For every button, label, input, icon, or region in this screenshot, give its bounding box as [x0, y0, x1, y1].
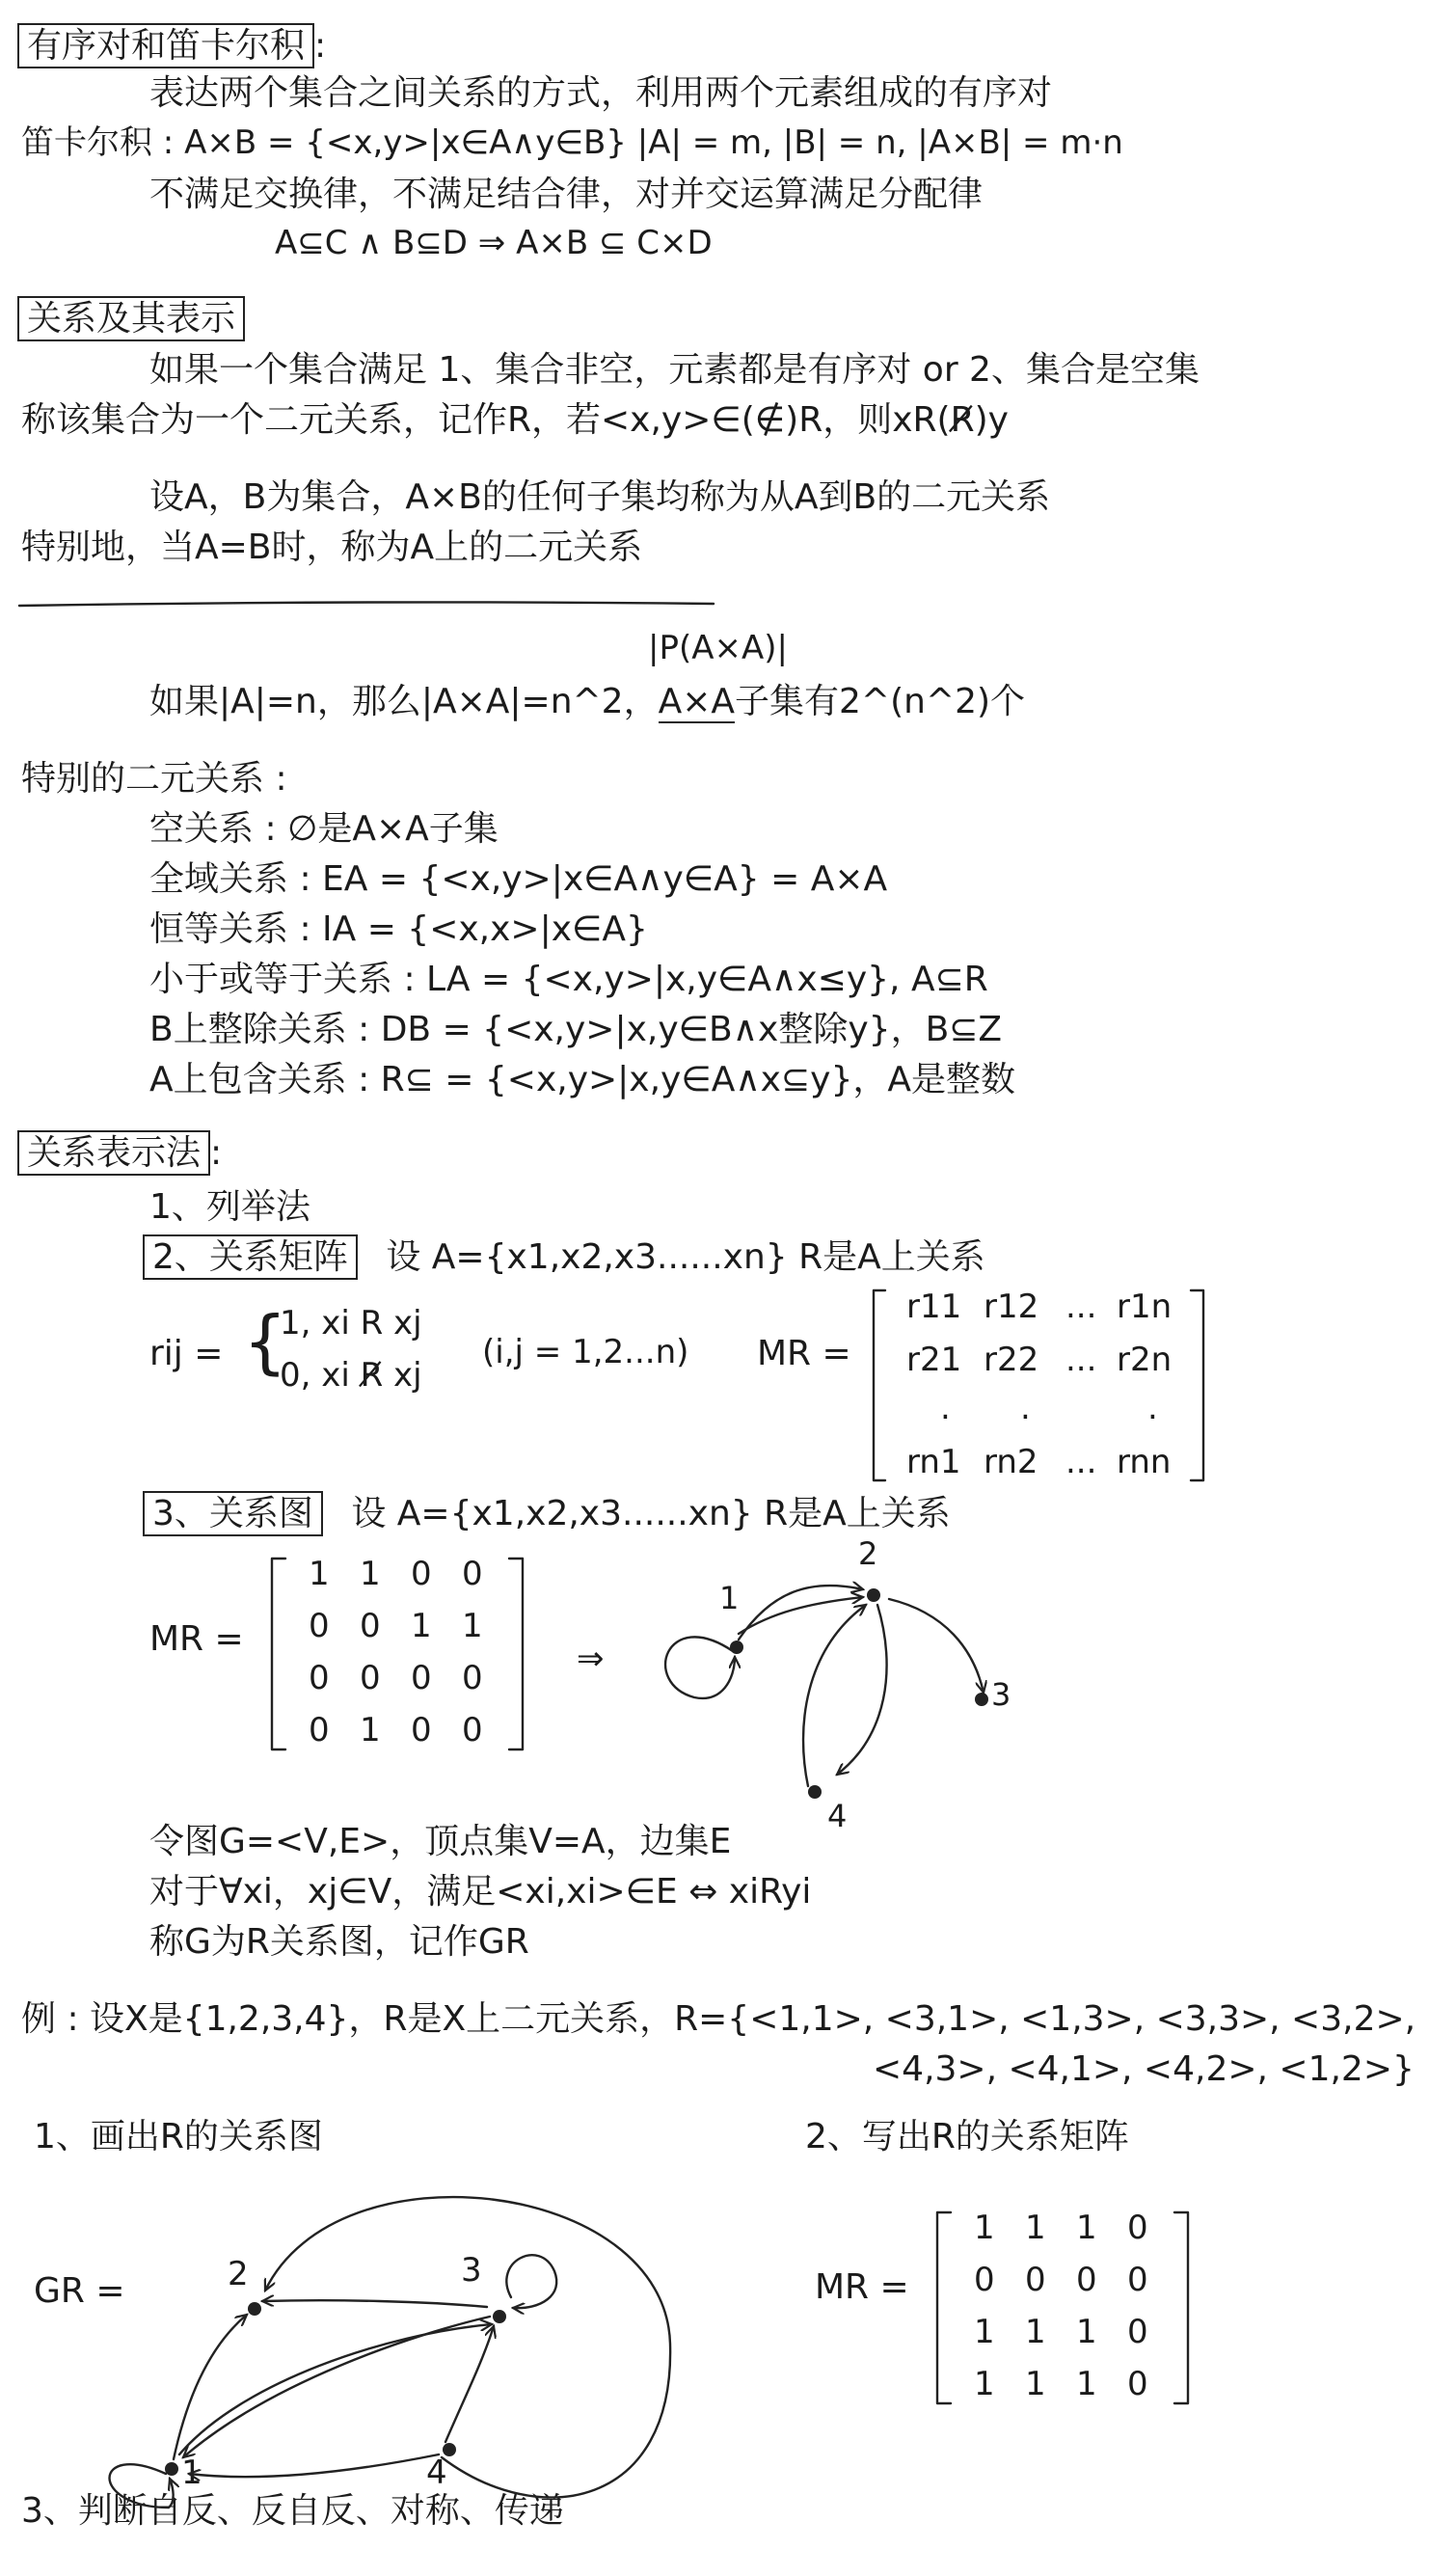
matrix-cell: 0: [974, 2261, 995, 2299]
matrix-cell: 0: [1025, 2261, 1046, 2299]
matrix-cell: 1: [1025, 2313, 1046, 2351]
matrix-cell: 1: [1076, 2209, 1097, 2247]
matrix-cell: 0: [1127, 2365, 1148, 2403]
graph-edge: [174, 2315, 247, 2459]
matrix-cell: ...: [1065, 1341, 1097, 1379]
graph-edge: [803, 1605, 866, 1786]
matrix-cell: 1: [462, 1607, 483, 1645]
graph-edge: [739, 1586, 863, 1640]
graph-edge: [889, 1599, 984, 1693]
matrix-cell: 0: [411, 1659, 432, 1697]
graph-edge: [179, 2324, 492, 2454]
cartesian-def: 笛卡尔积 : A×B = {<x,y>|x∈A∧y∈B} |A| = m, |B| = n, |A×B| = m·n: [21, 123, 1123, 162]
matrix-cell: 0: [309, 1607, 330, 1645]
ordered-pair-desc: 表达两个集合之间关系的方式，利用两个元素组成的有序对: [149, 73, 1053, 113]
graph-edge: [445, 2326, 494, 2442]
matrix-cell: 1: [360, 1555, 381, 1593]
matrix-bracket-right: [1174, 2212, 1188, 2403]
method-box: 3、关系图: [143, 1491, 323, 1536]
matrix-cell: r21: [906, 1341, 962, 1379]
special-relation-item: 空关系 : ∅是A×A子集: [149, 809, 499, 849]
mr-label-2: MR =: [815, 2267, 909, 2307]
matrix-cell: 1: [974, 2209, 995, 2247]
implies-arrow-icon: ⇒: [577, 1640, 605, 1678]
matrix-cell: 1: [309, 1555, 330, 1593]
graph-node: [493, 2310, 506, 2323]
matrix-cell: r2n: [1117, 1341, 1173, 1379]
graph-edge: [262, 2300, 487, 2307]
graph-node-label: 2: [228, 2255, 249, 2293]
matrix-cell: .: [1147, 1389, 1158, 1427]
matrix-bracket-left: [272, 1559, 285, 1749]
graph-node: [730, 1641, 743, 1654]
special-relation-item: 恒等关系 : IA = {<x,x>|x∈A}: [149, 909, 648, 949]
graph-node-label: 2: [858, 1535, 878, 1572]
matrix-cell: r12: [984, 1288, 1039, 1326]
relation-def-1: 如果一个集合满足 1、集合非空，元素都是有序对 or 2、集合是空集: [149, 350, 1200, 390]
matrix-cell: 0: [1076, 2261, 1097, 2299]
method-graph: 3、关系图 设 A={x1,x2,x3......xn} R是A上关系: [143, 1491, 951, 1536]
special-relation-item: 小于或等于关系 : LA = {<x,y>|x,y∈A∧x≤y}, A⊆R: [149, 960, 988, 999]
question-3: 3、判断自反、反自反、对称、传递: [21, 2491, 564, 2531]
graph-node: [867, 1588, 880, 1602]
example-line-1: 例 : 设X是{1,2,3,4}，R是X上二元关系，R={<1,1>, <3,1>, <1,3>, <3,3>, <3,2>,: [21, 1999, 1416, 2039]
section-title-ordered-pair: 有序对和笛卡尔积 :: [17, 23, 326, 68]
ex-mr-label: MR =: [149, 1619, 244, 1659]
cartesian-laws: 不满足交换律，不满足结合律，对并交运算满足分配律: [149, 175, 984, 214]
example-line-2: <4,3>, <4,1>, <4,2>, <1,2>}: [873, 2049, 1415, 2089]
matrix-cell: 0: [462, 1711, 483, 1749]
matrix-cell: rn2: [984, 1443, 1038, 1481]
relation-def-4: 特别地，当A=B时，称为A上的二元关系: [21, 528, 643, 567]
matrix-cell: 1: [974, 2365, 995, 2403]
method-matrix: 2、关系矩阵 设 A={x1,x2,x3......xn} R是A上关系: [143, 1234, 985, 1280]
graph-edge: [265, 2197, 670, 2497]
special-relation-item: 全域关系 : EA = {<x,y>|x∈A∧y∈A} = A×A: [149, 859, 888, 899]
gr-label: GR =: [34, 2271, 125, 2311]
rij-range: (i,j = 1,2...n): [482, 1333, 689, 1371]
matrix-bracket-right: [509, 1559, 523, 1749]
special-relation-item: B上整除关系 : DB = {<x,y>|x,y∈B∧x整除y}，B⊆Z: [149, 1010, 1003, 1049]
matrix-cell: 0: [1127, 2261, 1148, 2299]
power-set-note: |P(A×A)|: [648, 629, 788, 667]
matrix-cell: r1n: [1117, 1288, 1173, 1326]
rij-label: rij =: [149, 1334, 224, 1373]
rij-case-2: 0, xi R̸ xj: [280, 1356, 422, 1395]
question-1: 1、画出R的关系图: [34, 2117, 323, 2156]
method-box: 2、关系矩阵: [143, 1234, 358, 1280]
divider-line: [19, 602, 714, 606]
graph-node: [975, 1693, 988, 1706]
graph-node-label: 1: [719, 1580, 740, 1616]
rij-case-1: 1, xi R xj: [280, 1304, 422, 1342]
brace-icon: {: [243, 1301, 287, 1382]
graph-edge: [183, 2317, 490, 2457]
question-2: 2、写出R的关系矩阵: [805, 2117, 1129, 2156]
relation-def-2: 称该集合为一个二元关系，记作R，若<x,y>∈(∉)R，则xR(R̸)y: [21, 400, 1009, 440]
underlined-term: A×A: [658, 682, 736, 721]
matrix-cell: ...: [1065, 1288, 1097, 1326]
subset-property: A⊆C ∧ B⊆D ⇒ A×B ⊆ C×D: [275, 224, 713, 262]
matrix-cell: 0: [411, 1711, 432, 1749]
matrix-cell: 0: [360, 1659, 381, 1697]
matrix-cell: 1: [1076, 2365, 1097, 2403]
relation-def-3: 设A，B为集合，A×B的任何子集均称为从A到B的二元关系: [149, 477, 1051, 517]
graph-edge: [665, 1637, 735, 1698]
heading-box: 关系表示法: [17, 1130, 210, 1176]
heading-box: 有序对和笛卡尔积: [17, 23, 314, 68]
matrix-cell: rn1: [906, 1443, 961, 1481]
graph-edge: [110, 2464, 174, 2508]
matrix-cell: 1: [360, 1711, 381, 1749]
matrix-bracket-left: [874, 1290, 885, 1480]
matrix-cell: 0: [1127, 2209, 1148, 2247]
special-relations-heading: 特别的二元关系 :: [21, 759, 287, 799]
matrix-cell: rnn: [1117, 1443, 1172, 1481]
graph-node-label: 3: [991, 1676, 1011, 1713]
graph-edge: [837, 1605, 887, 1775]
matrix-cell: 0: [462, 1555, 483, 1593]
graph-node-label: 3: [461, 2251, 482, 2290]
matrix-cell: 1: [1025, 2365, 1046, 2403]
matrix-cell: r22: [984, 1341, 1039, 1379]
matrix-cell: .: [940, 1389, 951, 1427]
graph-node-label: 4: [426, 2454, 447, 2492]
method-enumeration: 1、列举法: [149, 1187, 310, 1227]
matrix-cell: 1: [974, 2313, 995, 2351]
matrix-cell: 0: [360, 1607, 381, 1645]
graph-node: [808, 1785, 822, 1799]
matrix-cell: 0: [411, 1555, 432, 1593]
graph-node-label: 4: [827, 1798, 848, 1834]
matrix-cell: 0: [309, 1711, 330, 1749]
graph-def-2: 对于∀xi，xj∈V，满足<xi,xi>∈E ⇔ xiRyi: [149, 1872, 812, 1912]
matrix-cell: 1: [1076, 2313, 1097, 2351]
graph-node: [248, 2302, 261, 2316]
matrix-bracket-left: [937, 2212, 951, 2403]
matrix-cell: 0: [1127, 2313, 1148, 2351]
graph-edge: [506, 2255, 556, 2308]
graph-def-1: 令图G=<V,E>，顶点集V=A，边集E: [149, 1822, 732, 1861]
graph-node: [165, 2462, 178, 2476]
matrix-cell: .: [1020, 1389, 1031, 1427]
matrix-bracket-right: [1191, 1290, 1203, 1480]
matrix-cell: r11: [906, 1288, 962, 1326]
graph-edge: [189, 2454, 439, 2477]
matrix-cell: ...: [1065, 1443, 1097, 1481]
graph-def-3: 称G为R关系图，记作GR: [149, 1922, 529, 1962]
heading-box: 关系及其表示: [17, 296, 245, 341]
matrix-cell: 0: [309, 1659, 330, 1697]
graph-node-label: 1: [181, 2454, 202, 2492]
mr-label: MR =: [757, 1334, 851, 1373]
matrix-cell: 0: [462, 1659, 483, 1697]
subset-count: 如果|A|=n，那么|A×A|=n^2，A×A子集有2^(n^2)个: [149, 682, 1026, 721]
section-title-representation: 关系表示法 :: [17, 1130, 222, 1176]
graph-node: [443, 2443, 456, 2456]
special-relation-item: A上包含关系 : R⊆ = {<x,y>|x,y∈A∧x⊆y}，A是整数: [149, 1060, 1015, 1099]
matrix-cell: 1: [1025, 2209, 1046, 2247]
matrix-cell: 1: [411, 1607, 432, 1645]
